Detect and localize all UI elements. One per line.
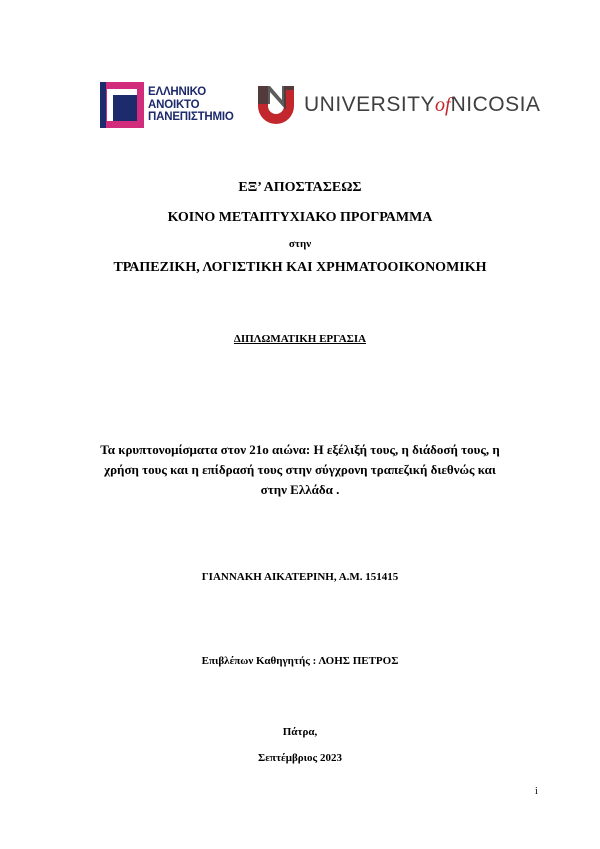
title-line-3: στην Ελλάδα .	[260, 482, 340, 497]
title-line-1: Τα κρυπτονομίσματα στον 21ο αιώνα: Η εξέλιξή τους, η διάδοσή τους, η	[100, 442, 500, 457]
unic-shield-icon	[256, 84, 296, 128]
page-number: i	[535, 786, 538, 797]
eap-line-1: ΕΛΛΗΝΙΚΟ	[148, 86, 206, 98]
eap-line-2: ΑΝΟΙΚΤΟ	[148, 98, 200, 111]
unic-word-of: of	[435, 94, 451, 116]
eap-emblem-icon	[100, 80, 146, 130]
eap-logo	[100, 80, 240, 130]
unic-word-university: UNIVERSITY	[304, 93, 436, 116]
unic-wordmark	[304, 93, 540, 117]
header-line-2: ΚΟΙΝΟ ΜΕΤΑΠΤΥΧΙΑΚΟ ΠΡΟΓΡΑΜΜΑ	[167, 210, 433, 225]
unic-word-nicosia: NICOSIA	[450, 93, 541, 116]
date: Σεπτέμβριος 2023	[258, 752, 342, 764]
logos-header	[0, 0, 600, 150]
header-line-3: στην	[288, 238, 312, 250]
title-line-2: χρήση τους και η επίδρασή τους στην σύγχρονη τραπεζική διεθνώς και	[104, 462, 496, 477]
doc-type: ΔΙΠΛΩΜΑΤΙΚΗ ΕΡΓΑΣΙΑ	[233, 333, 367, 345]
header-line-1: ΕΞ’ ΑΠΟΣΤΑΣΕΩΣ	[238, 180, 362, 195]
unic-logo	[256, 84, 541, 130]
author: ΓΙΑΝΝΑΚΗ ΑΙΚΑΤΕΡΙΝΗ, Α.Μ. 151415	[201, 571, 399, 583]
place: Πάτρα,	[282, 726, 318, 738]
header-line-4: ΤΡΑΠΕΖΙΚΗ, ΛΟΓΙΣΤΙΚΗ ΚΑΙ ΧΡΗΜΑΤΟΟΙΚΟΝΟΜΙΚΗ	[113, 260, 487, 275]
thesis-title	[60, 440, 540, 500]
eap-line-3: ΠΑΝΕΠΙΣΤΗΜΙΟ	[148, 111, 234, 123]
supervisor: Επιβλέπων Καθηγητής : ΛΟΗΣ ΠΕΤΡΟΣ	[201, 655, 399, 667]
eap-logo-text	[148, 86, 234, 124]
